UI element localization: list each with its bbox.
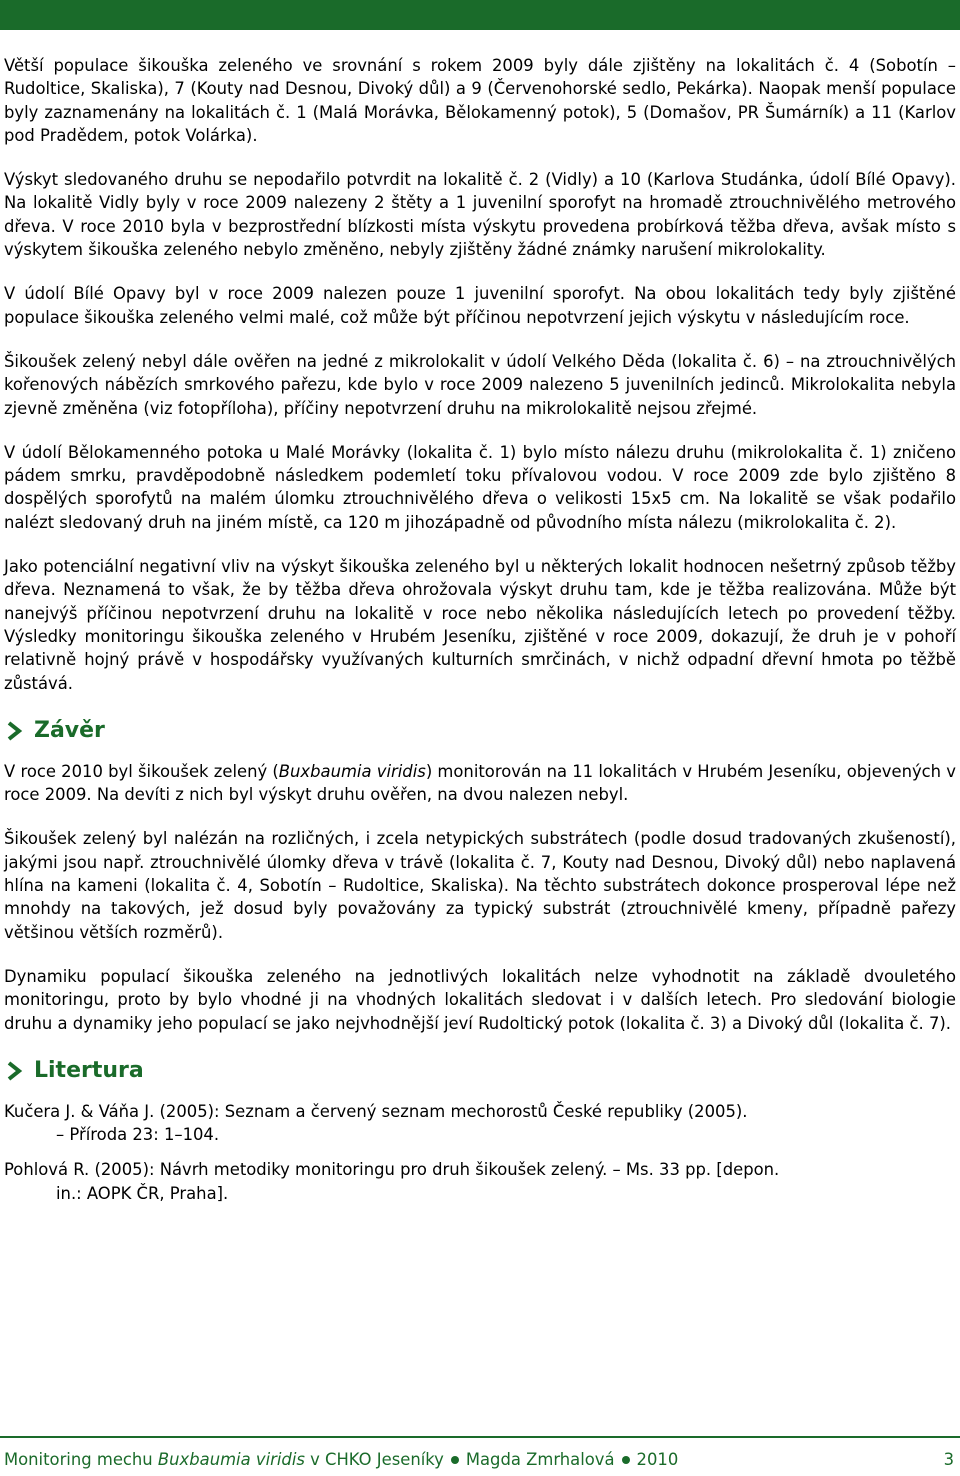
header-bar <box>0 0 960 30</box>
reference-text-cont: – Příroda 23: 1–104. <box>56 1125 220 1145</box>
paragraph: Dynamiku populací šikouška zeleného na jednotlivých lokalitách nelze vyhodnotit na základě dvouletého monitoringu, proto by bylo vhodné ji na vhodných lokalitách sledovat i v dalších letech. Pro sledování biologie druhu a dynamiky jeho populací se jako nejvhodnější jeví Rudoltický potok (lokalita č. 3) a Divoký důl (lokalita č. 7). <box>4 966 956 1033</box>
text-run: ) monitorován na 11 lokalitách v Hrubém Jeseníku, objevených v roce 2009. Na devíti z nich byl výskyt druhu ověřen, na dvou nalezen nebyl. <box>4 761 957 805</box>
paragraph: Výskyt sledovaného druhu se nepodařilo potvrdit na lokalitě č. 2 (Vidly) a 10 (Karlova Studánka, údolí Bílé Opavy). Na lokalitě Vidly byly v roce 2009 nalezeny 2 štěty a 1 juvenilní sporofyt na hromadě ztrouchnivělého metrového dřeva. V roce 2010 byla v bezprostřední blízkosti místa výskytu provedena probírková těžba dřeva, avšak místo s výskytem šikouška zeleného nebylo změněno, nebyly zjištěny žádné známky narušení mikrolokality. <box>4 170 956 260</box>
page-footer <box>0 1436 960 1469</box>
chevron-right-icon <box>4 720 26 742</box>
footer-text <box>4 1450 678 1469</box>
paragraph: Šikoušek zelený nebyl dále ověřen na jedné z mikrolokalit v údolí Velkého Děda (lokalita č. 6) – na ztrouchnivělých kořenových nábězích smrkového pařezu, kde bylo v roce 2009 nalezeno 5 juvenilních jedinců. Mikrolokalita nebyla zjevně změněna (viz fotopříloha), příčiny nepotvrzení druhu na mikrolokalitě nejsou zřejmé. <box>4 351 956 418</box>
section-title: Závěr <box>34 717 105 743</box>
text-run: V roce 2010 byl šikoušek zelený ( <box>4 761 279 781</box>
reference-text: Kučera J. & Váňa J. (2005): Seznam a červený seznam mechorostů České republiky (2005). <box>4 1101 748 1121</box>
paragraph: Šikoušek zelený byl nalézán na rozličných, i zcela netypických substrátech (podle dosud tradovaných zkušeností), jakými jsou např. ztrouchnivělé úlomky dřeva v trávě (lokalita č. 7, Kouty nad Desnou, Divoký důl) nebo naplavená hlína na kameni (lokalita č. 4, Sobotín – Rudoltice, Skaliska). Na těchto substrátech dokonce prosperoval lépe než mnohdy na takových, jež dosud byly považovány za typický substrát (ztrouchnivělé kmeny, případně pařezy většinou větších rozměrů). <box>4 829 956 942</box>
footer-author: Magda Zmrhalová <box>465 1450 615 1469</box>
reference-text-cont: in.: AOPK ČR, Praha]. <box>56 1183 229 1203</box>
paragraph <box>4 760 956 807</box>
paragraph: Větší populace šikouška zeleného ve srovnání s rokem 2009 byly dále zjištěny na lokalitách č. 4 (Sobotín – Rudoltice, Skaliska), 7 (Kouty nad Desnou, Divoký důl) a 9 (Červenohorské sedlo, Pekárka). Naopak menší populace byly zaznamenány na lokalitách č. 1 (Malá Morávka, Bělokamenný potok), 5 (Domašov, PR Šumárník) a 11 (Karlov pod Pradědem, potok Volárka). <box>4 56 956 145</box>
footer-year: 2010 <box>636 1450 679 1469</box>
paragraph: Jako potenciální negativní vliv na výskyt šikouška zeleného byl u některých lokalit hodnocen nešetrný způsob těžby dřeva. Neznamená to však, že by těžba dřeva ohrožovala výskyt druhu tam, kde je těžba realizována. Může být nanejvýš příčinou nepotvrzení druhu na lokalitě v roce nebo několika následujících letech po provedení těžby. Výsledky monitoringu šikouška zeleného v Hrubém Jeseníku, zjištěné v roce 2009, dokazují, že druh je v pohoří relativně hojný právě v hospodářsky využívaných kulturních smrčinách, v nichž odpadní dřevní hmota po těžbě zůstává. <box>4 557 956 693</box>
section-heading-literatura <box>4 1056 956 1086</box>
paragraph: V údolí Bílé Opavy byl v roce 2009 nalezen pouze 1 juvenilní sporofyt. Na obou lokalitách tedy byly zjištěné populace šikouška zeleného velmi malé, což může být příčinou nepotvrzení jejich výskytu v následujícím roce. <box>4 284 956 327</box>
bullet-icon <box>451 1456 459 1464</box>
section-title: Litertura <box>34 1057 144 1083</box>
footer-species: Buxbaumia viridis <box>157 1450 305 1469</box>
species-name: Buxbaumia viridis <box>278 761 426 781</box>
section-heading-zaver <box>4 716 956 746</box>
reference-item <box>4 1100 956 1147</box>
reference-text: Pohlová R. (2005): Návrh metodiky monitoringu pro druh šikoušek zelený. – Ms. 33 pp. [depon. <box>4 1160 780 1180</box>
reference-item <box>4 1158 956 1205</box>
bullet-icon <box>622 1456 630 1464</box>
footer-suffix: v CHKO Jeseníky <box>304 1450 444 1469</box>
chevron-right-icon <box>4 1060 26 1082</box>
page-number: 3 <box>943 1450 954 1469</box>
document-body <box>4 54 956 1217</box>
paragraph: V údolí Bělokamenného potoka u Malé Morávky (lokalita č. 1) bylo místo nálezu druhu (mikrolokalita č. 1) zničeno pádem smrku, pravděpodobně následkem podemletí toku přívalovou vodou. V roce 2009 zde bylo zjištěno 8 dospělých sporofytů na malém úlomku ztrouchnivělého dřeva o velikosti 15x5 cm. Na lokalitě se však podařilo nalézt sledovaný druh na jiném místě, ca 120 m jihozápadně od původního místa nálezu (mikrolokalita č. 2). <box>4 442 956 532</box>
footer-prefix: Monitoring mechu <box>4 1450 158 1469</box>
